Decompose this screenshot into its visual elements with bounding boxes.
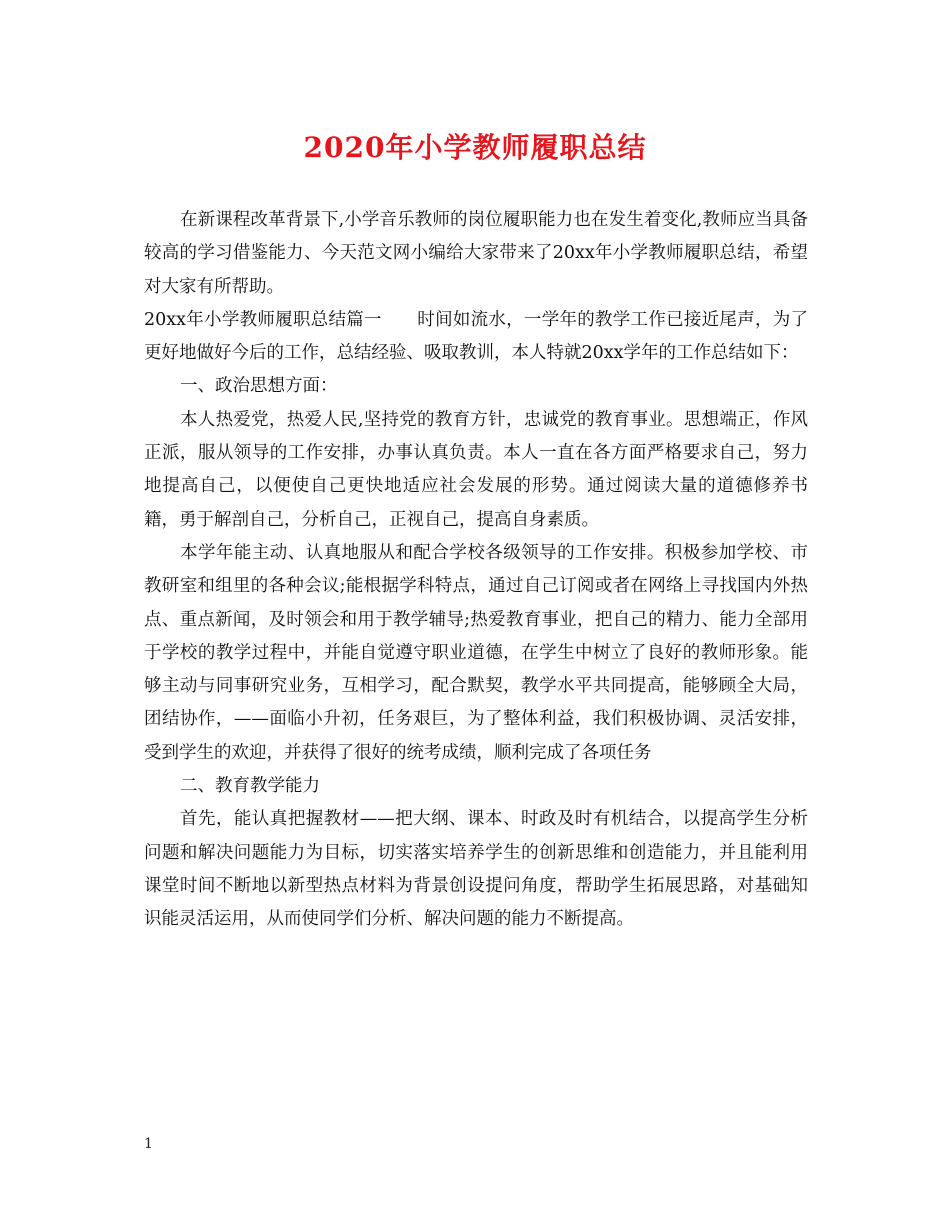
paragraph-section-heading: 20xx年小学教师履职总结篇一 时间如流水，一学年的教学工作已接近尾声，为了更好地做好今后的工作，总结经验、吸取教训，本人特就20xx学年的工作总结如下： [144, 309, 808, 364]
paragraph-political-thought: 本人热爱党，热爱人民,坚持党的教育方针，忠诚党的教育事业。思想端正，作风正派，服从领导的工作安排，办事认真负责。本人一直在各方面严格要求自己，努力地提高自己，以便使自己更快地适应社会发展的形势。通过阅读大量的道德修养书籍，勇于解剖自己，分析自己，正视自己，提高自身素质。 [144, 409, 808, 530]
heading-teaching-ability: 二、教育教学能力 [180, 776, 320, 797]
document-body [144, 204, 808, 937]
heading-political-thought: 一、政治思想方面： [180, 376, 338, 397]
paragraph-work-attitude: 本学年能主动、认真地服从和配合学校各级领导的工作安排。积极参加学校、市教研室和组里的各种会议;能根据学科特点，通过自己订阅或者在网络上寻找国内外热点、重点新闻，及时领会和用于教学辅导;热爱教育事业，把自己的精力、能力全部用于学校的教学过程中，并能自觉遵守职业道德，在学生中树立了良好的教师形象。能够主动与同事研究业务，互相学习，配合默契，教学水平共同提高，能够顾全大局，团结协作，——面临小升初，任务艰巨，为了整体利益，我们积极协调、灵活安排，受到学生的欢迎，并获得了很好的统考成绩，顺利完成了各项任务 [144, 542, 808, 763]
paragraph-teaching-ability: 首先，能认真把握教材——把大纲、课本、时政及时有机结合，以提高学生分析问题和解决问题能力为目标，切实落实培养学生的创新思维和创造能力，并且能利用课堂时间不断地以新型热点材料为背景创设提问角度，帮助学生拓展思路，对基础知识能灵活运用，从而使同学们分析、解决问题的能力不断提高。 [144, 809, 808, 930]
page-number: 1 [144, 1136, 153, 1152]
paragraph-intro: 在新课程改革背景下,小学音乐教师的岗位履职能力也在发生着变化,教师应当具备较高的学习借鉴能力、今天范文网小编给大家带来了20xx年小学教师履职总结，希望对大家有所帮助。 [144, 210, 808, 297]
document-title: 2020年小学教师履职总结 [303, 131, 647, 164]
